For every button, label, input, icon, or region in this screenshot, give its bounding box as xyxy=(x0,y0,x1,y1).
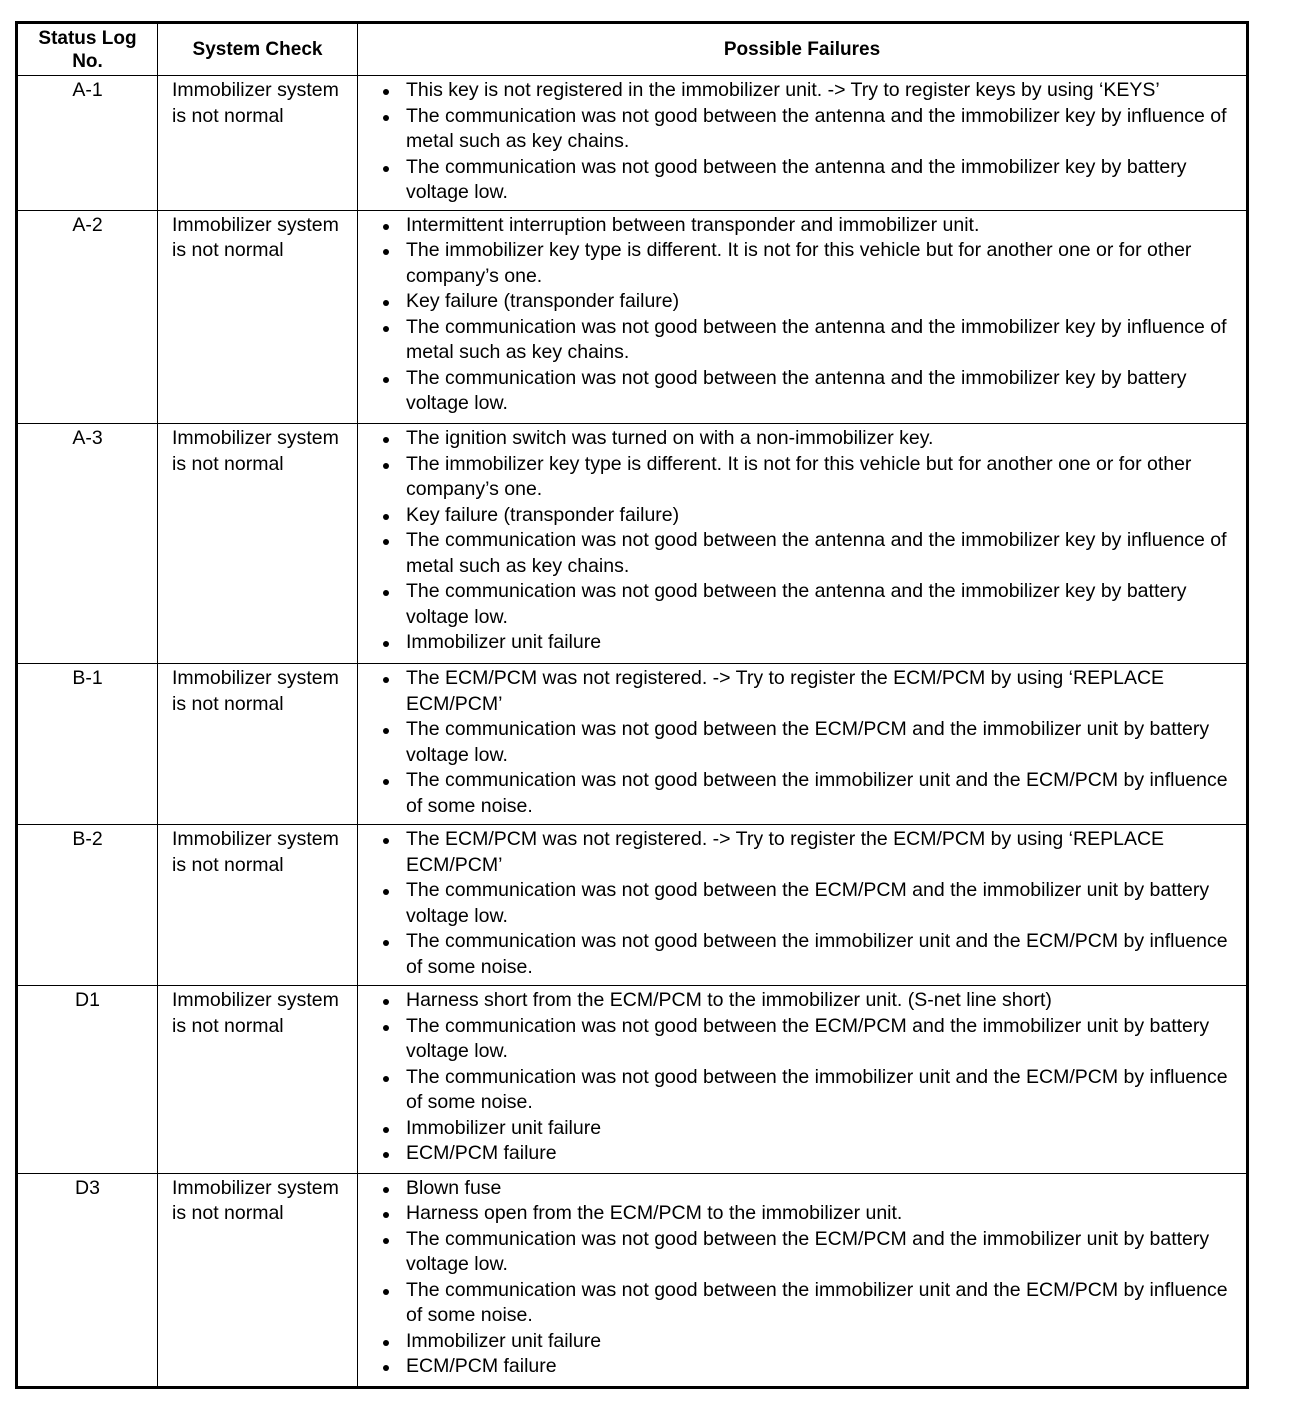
system-check: Immobilizer system is not normal xyxy=(158,986,358,1173)
possible-failures xyxy=(358,210,1247,423)
diagnostic-table-frame xyxy=(15,21,1249,1389)
status-log-no: B-2 xyxy=(18,825,158,986)
table-row xyxy=(18,825,1247,986)
failure-item: The communication was not good between the antenna and the immobilizer key by battery voltage low. xyxy=(406,579,1242,630)
failure-item: The communication was not good between the ECM/PCM and the immobilizer unit by battery voltage low. xyxy=(406,1227,1242,1278)
failure-item: The communication was not good between the antenna and the immobilizer key by influence of metal such as key chains. xyxy=(406,528,1242,579)
system-check: Immobilizer system is not normal xyxy=(158,76,358,211)
table-row xyxy=(18,664,1247,825)
failure-item: ECM/PCM failure xyxy=(406,1354,1242,1380)
status-log-no: B-1 xyxy=(18,664,158,825)
failure-item: The communication was not good between the ECM/PCM and the immobilizer unit by battery voltage low. xyxy=(406,717,1242,768)
possible-failures xyxy=(358,76,1247,211)
header-row xyxy=(18,24,1247,76)
system-check: Immobilizer system is not normal xyxy=(158,1173,358,1387)
failure-item: The communication was not good between the immobilizer unit and the ECM/PCM by influence of some noise. xyxy=(406,1278,1242,1329)
failure-list xyxy=(372,1176,1242,1380)
possible-failures xyxy=(358,825,1247,986)
failure-list xyxy=(372,213,1242,417)
header-possible-failures: Possible Failures xyxy=(358,24,1247,76)
failure-item: ECM/PCM failure xyxy=(406,1141,1242,1167)
table-row xyxy=(18,210,1247,423)
table-row xyxy=(18,424,1247,664)
failure-item: Key failure (transponder failure) xyxy=(406,289,1242,315)
failure-item: The ECM/PCM was not registered. -> Try to register the ECM/PCM by using ‘REPLACE ECM/PCM’ xyxy=(406,827,1242,878)
failure-item: Blown fuse xyxy=(406,1176,1242,1202)
status-log-no: A-3 xyxy=(18,424,158,664)
failure-item: The immobilizer key type is different. It is not for this vehicle but for another one or for other company’s one. xyxy=(406,452,1242,503)
header-system-check: System Check xyxy=(158,24,358,76)
failure-item: The communication was not good between the ECM/PCM and the immobilizer unit by battery voltage low. xyxy=(406,1014,1242,1065)
possible-failures xyxy=(358,1173,1247,1387)
failure-list xyxy=(372,666,1242,819)
failure-item: The communication was not good between the antenna and the immobilizer key by influence of metal such as key chains. xyxy=(406,104,1242,155)
system-check: Immobilizer system is not normal xyxy=(158,664,358,825)
failure-item: Key failure (transponder failure) xyxy=(406,503,1242,529)
table-row xyxy=(18,76,1247,211)
status-log-no: A-1 xyxy=(18,76,158,211)
header-status-log-no: Status Log No. xyxy=(18,24,158,76)
status-log-table xyxy=(17,23,1247,1387)
table-row xyxy=(18,986,1247,1173)
failure-item: Immobilizer unit failure xyxy=(406,630,1242,656)
status-log-no: D1 xyxy=(18,986,158,1173)
failure-item: Harness open from the ECM/PCM to the immobilizer unit. xyxy=(406,1201,1242,1227)
failure-item: The communication was not good between the antenna and the immobilizer key by battery voltage low. xyxy=(406,155,1242,206)
failure-item: The communication was not good between the immobilizer unit and the ECM/PCM by influence of some noise. xyxy=(406,768,1242,819)
failure-list xyxy=(372,426,1242,656)
failure-list xyxy=(372,988,1242,1167)
failure-item: The communication was not good between the ECM/PCM and the immobilizer unit by battery voltage low. xyxy=(406,878,1242,929)
failure-item: Immobilizer unit failure xyxy=(406,1329,1242,1355)
possible-failures xyxy=(358,986,1247,1173)
possible-failures xyxy=(358,424,1247,664)
system-check: Immobilizer system is not normal xyxy=(158,825,358,986)
failure-item: The communication was not good between the antenna and the immobilizer key by battery voltage low. xyxy=(406,366,1242,417)
failure-item: This key is not registered in the immobilizer unit. -> Try to register keys by using ‘KEYS’ xyxy=(406,78,1242,104)
failure-item: Intermittent interruption between transponder and immobilizer unit. xyxy=(406,213,1242,239)
failure-item: The communication was not good between the antenna and the immobilizer key by influence of metal such as key chains. xyxy=(406,315,1242,366)
failure-item: The communication was not good between the immobilizer unit and the ECM/PCM by influence of some noise. xyxy=(406,929,1242,980)
failure-item: Harness short from the ECM/PCM to the immobilizer unit. (S-net line short) xyxy=(406,988,1242,1014)
system-check: Immobilizer system is not normal xyxy=(158,210,358,423)
failure-item: The ignition switch was turned on with a non-immobilizer key. xyxy=(406,426,1242,452)
table-row xyxy=(18,1173,1247,1387)
failure-item: The ECM/PCM was not registered. -> Try to register the ECM/PCM by using ‘REPLACE ECM/PCM’ xyxy=(406,666,1242,717)
status-log-no: A-2 xyxy=(18,210,158,423)
failure-list xyxy=(372,78,1242,206)
system-check: Immobilizer system is not normal xyxy=(158,424,358,664)
failure-item: Immobilizer unit failure xyxy=(406,1116,1242,1142)
possible-failures xyxy=(358,664,1247,825)
failure-item: The communication was not good between the immobilizer unit and the ECM/PCM by influence of some noise. xyxy=(406,1065,1242,1116)
table-body xyxy=(18,76,1247,1387)
failure-list xyxy=(372,827,1242,980)
failure-item: The immobilizer key type is different. It is not for this vehicle but for another one or for other company’s one. xyxy=(406,238,1242,289)
status-log-no: D3 xyxy=(18,1173,158,1387)
